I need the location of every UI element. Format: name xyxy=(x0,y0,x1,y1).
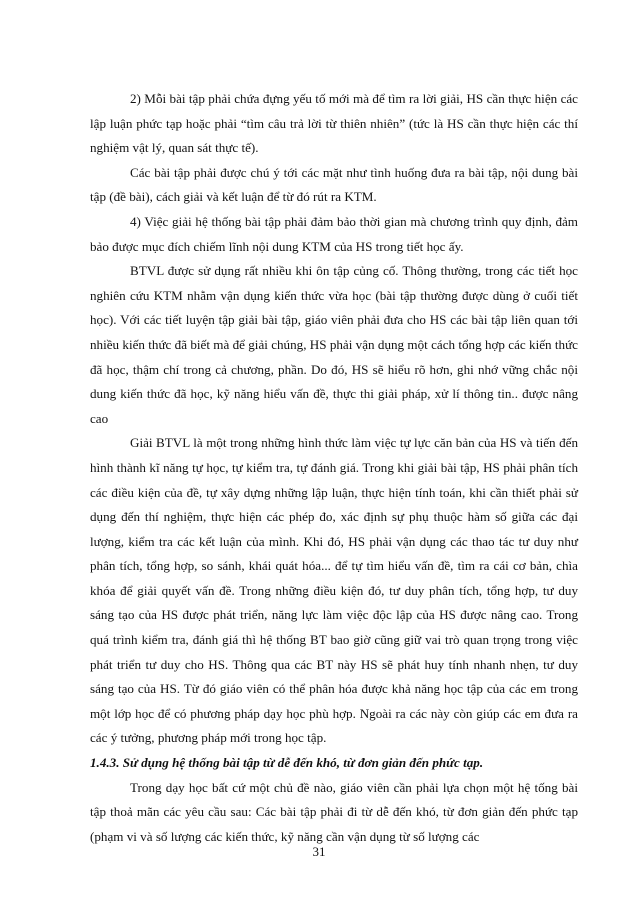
paragraph-requirement-4: 4) Việc giải hệ thống bài tập phải đảm bảo thời gian mà chương trình quy định, đảm bảo được mục đích chiếm lĩnh nội dung KTM của HS trong tiết học ấy. xyxy=(90,213,578,254)
page-content xyxy=(90,87,578,849)
paragraph-requirement-2: 2) Mỗi bài tập phải chứa đựng yếu tố mới mà để tìm ra lời giải, HS cần thực hiện các lập luận phức tạp hoặc phải “tìm câu trả lời từ thiên nhiên” (tức là HS cần thực hiện các thí nghiệm vật lý, quan sát thực tế). xyxy=(90,91,578,156)
section-heading-1-4-3: 1.4.3. Sử dụng hệ thống bài tập từ dễ đến khó, từ đơn giản đến phức tạp. xyxy=(90,755,484,771)
paragraph-btvl-review: BTVL được sử dụng rất nhiều khi ôn tập củng cố. Thông thường, trong các tiết học nghiên cứu KTM nhằm vận dụng kiến thức vừa học (bài tập thường được dùng ở cuối tiết học). Với các tiết luyện tập giải bài tập, giáo viên phải đưa cho HS các bài tập liên quan tới nhiều kiến thức đã biết mà để giải chúng, HS phải vận dụng một cách tổng hợp các kiến thức đã học, thậm chí trong cả chương, phần. Do đó, HS sẽ hiểu rõ hơn, ghi nhớ vững chắc nội dung kiến thức đã học, kỹ năng hiểu vấn đề, thực thi giải pháp, xử lí thông tin.. được nâng cao xyxy=(90,263,578,426)
paragraph-exercise-selection: Trong dạy học bất cứ một chủ đề nào, giáo viên cần phải lựa chọn một hệ tống bài tập thoả mãn các yêu cầu sau: Các bài tập phải đi từ dễ đến khó, từ đơn giản đến phức tạp (phạm vi và số lượng các kiến thức, kỹ năng cần vận dụng từ số lượng các xyxy=(90,779,578,844)
page-number: 31 xyxy=(312,844,326,859)
paragraph-exercise-aspects: Các bài tập phải được chú ý tới các mặt như tình huống đưa ra bài tập, nội dung bài tập (đề bài), cách giải và kết luận để từ đó rút ra KTM. xyxy=(90,164,578,205)
paragraph-btvl-self-study: Giải BTVL là một trong những hình thức làm việc tự lực căn bản của HS và tiến đến hình thành kĩ năng tự học, tự kiểm tra, tự đánh giá. Trong khi giải bài tập, HS phải phân tích các điều kiện của đề, tự xây dựng những lập luận, thực hiện tính toán, khi cần thiết phải sử dụng đến thí nghiệm, thực hiện các phép đo, xác định sự phụ thuộc hàm số giữa các đại lượng, kiểm tra các kết luận của mình. Khi đó, HS phải vận dụng các thao tác tư duy như phân tích, tổng hợp, so sánh, khái quát hóa... để tự tìm hiểu vấn đề, tìm ra cái cơ bản, chìa khóa để giải quyết vấn đề. Trong những điều kiện đó, tư duy phân tích, tổng hợp, tư duy sáng tạo của HS được phát triển, năng lực làm việc độc lập của HS được nâng cao. Trong quá trình kiểm tra, đánh giá thì hệ thống BT bao giờ cũng giữ vai trò quan trọng trong việc phát triển tư duy cho HS. Thông qua các BT này HS sẽ phát huy tính nhanh nhẹn, tư duy sáng tạo của HS. Từ đó giáo viên có thể phân hóa được khả năng học tập của các em trong một lớp học để có phương pháp dạy học phù hợp. Ngoài ra các này còn giúp các em đưa ra các ý tưởng, phương pháp mới trong học tập. xyxy=(90,435,578,746)
